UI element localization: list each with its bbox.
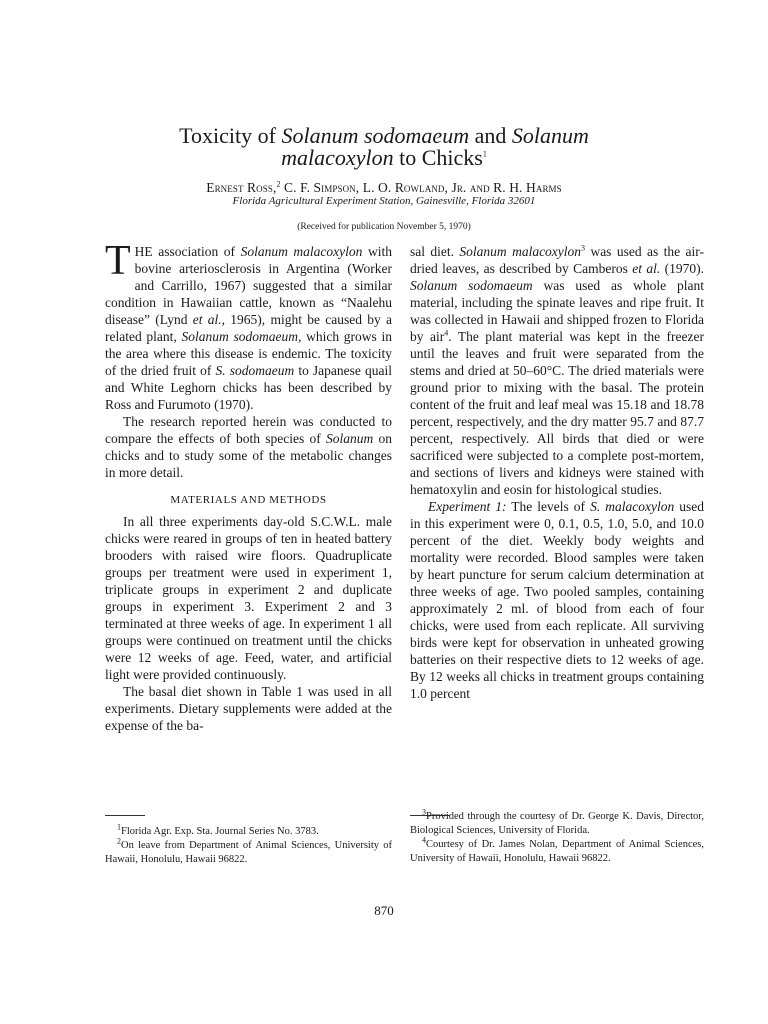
page-number: 870 <box>374 903 394 918</box>
footnote-text: Courtesy of Dr. James Nolan, Department of Animal Sciences, University of Hawaii, Honolulu, Hawaii 96822. <box>410 839 704 864</box>
text-run: used in this experiment were 0, 0.1, 0.5, 1.0, 5.0, and 10.0 percent of the diet. Weekly body weights and mortality were recorded. Blood samples were taken by heart puncture for serum calcium determination at three weeks of age. Two pooled samples, containing approximately 2 ml. of blood from each of four chicks, were used from each replicate. All surviving birds were kept for observation in unheated growing batteries on their respective diets to 12 weeks of age. By 12 weeks all chicks in treatment groups containing 1.0 percent <box>410 499 704 701</box>
title-species-1: Solanum sodomaeum <box>281 123 470 148</box>
footnote-mark: 4 <box>444 328 449 338</box>
authors-rest: C. F. Simpson, L. O. Rowland, Jr. and R. H. Harms <box>280 180 562 195</box>
title-text: Toxicity of <box>179 123 282 148</box>
intro-paragraph-1 <box>105 238 393 413</box>
footnote-text: Florida Agr. Exp. Sta. Journal Series No. 3783. <box>121 826 319 837</box>
author-1: Ernest Ross, <box>206 180 277 195</box>
species-name: S. sodomaeum <box>215 363 295 378</box>
text-run: to Japanese quail and White Leghorn chicks has been described by Ross and Furumoto (1970). <box>105 363 392 412</box>
text-run: sal diet. <box>410 244 460 259</box>
section-heading-methods: MATERIALS AND METHODS <box>170 494 327 506</box>
title-line-2 <box>0 146 768 170</box>
text-run: with bovine arteriosclerosis in Argentina (Worker and Carrillo, 1967) suggested that a similar condition in Hawaiian cattle, known as “Naalehu disease” (Lynd <box>105 244 392 327</box>
footnote-3 <box>410 807 704 838</box>
title-species-2a: Solanum <box>511 123 589 148</box>
methods-paragraph-3 <box>410 243 704 498</box>
title-text: and <box>469 123 512 148</box>
footnote-mark: 4 <box>422 835 426 845</box>
intro-paragraph-2 <box>105 413 392 481</box>
etal: et al. <box>632 261 661 276</box>
text-run: which grows in the area where this disease is endemic. The toxicity of the dried fruit of <box>105 329 393 378</box>
text-run: (1970). <box>660 261 704 276</box>
footnote-4 <box>410 835 704 866</box>
title-text: to Chicks <box>393 145 483 170</box>
species-name: S. malacoxylon <box>590 499 675 514</box>
footnote-text: On leave from Department of Animal Sciences, University of Hawaii, Honolulu, Hawaii 96822. <box>105 840 392 865</box>
text-run: on chicks and to study some of the metabolic changes in more detail. <box>105 431 393 480</box>
footnote-1 <box>105 822 392 839</box>
footnote-mark: 3 <box>581 243 586 253</box>
footnote-2 <box>105 836 392 867</box>
footnote-mark: 2 <box>117 836 121 846</box>
experiment-label: Experiment 1: <box>428 499 507 514</box>
text-run: The research reported herein was conducted to compare the effects of both species of <box>105 414 392 446</box>
experiment-1-paragraph <box>410 498 704 702</box>
footnote-mark: 1 <box>117 822 121 832</box>
methods-paragraph-1: In all three experiments day-old S.C.W.L. male chicks were reared in groups of ten in heated battery brooders with raised wire floors. Quadruplicate groups per treatment were used in experiment 1, triplicate groups in experiment 2 and duplicate groups in experiment 3. Experiment 2 and 3 terminated at three weeks of age. In experiment 1 all groups were continued on treatment until the chicks were 12 weeks of age. Feed, water, and artificial light were provided continuously. <box>105 514 392 682</box>
title-footnote-mark: 1 <box>482 149 487 159</box>
footnote-mark: 3 <box>422 807 426 817</box>
methods-paragraph-2: The basal diet shown in Table 1 was used in all experiments. Dietary supplements were added at the expense of the ba- <box>105 684 392 733</box>
received-date: (Received for publication November 5, 1970) <box>297 222 471 232</box>
footnote-rule-left <box>105 815 145 816</box>
genus-name: Solanum <box>326 431 374 446</box>
affiliation: Florida Agricultural Experiment Station, Gainesville, Florida 32601 <box>232 195 536 207</box>
species-name: Solanum sodomaeum, <box>181 329 302 344</box>
text-run: was used as the air-dried leaves, as described by Camberos <box>410 244 704 276</box>
footnotes-left <box>105 822 392 867</box>
text-run: . The plant material was kept in the freezer until the leaves and fruit were separated from the stems and dried at 50–60°C. The dried materials were ground prior to mixing with the basal. The protein content of the fruit and leaf meal was 15.18 and 18.78 percent, respectively, and the dry matter 95.7 and 87.7 percent, respectively. All birds that died or were sacrificed were subjected to a complete post-mortem, and sections of livers and kidneys were stained with hematoxylin and eosin for histological studies. <box>410 329 704 497</box>
left-column <box>105 238 393 734</box>
species-name: Solanum sodomaeum <box>410 278 533 293</box>
authors <box>0 180 768 196</box>
text-run: , 1965), might be caused by a related plant, <box>105 312 392 344</box>
species-name: Solanum malacoxylon <box>240 244 363 259</box>
right-column <box>410 243 704 702</box>
drop-cap: T <box>105 238 131 284</box>
text-run: HE association of <box>134 244 241 259</box>
footnotes-right <box>410 807 704 866</box>
etal: et al. <box>192 312 222 327</box>
text-run: was used as whole plant material, including the spinate leaves and ripe fruit. It was collected in Hawaii and shipped frozen to Florida by air <box>410 278 704 344</box>
author-footnote-mark: 2 <box>276 179 281 189</box>
footnote-text: Provided through the courtesy of Dr. George K. Davis, Director, Biological Sciences, University of Florida. <box>410 811 704 836</box>
text-run: The levels of <box>506 499 591 514</box>
title-species-2b: malacoxylon <box>281 145 394 170</box>
species-name: Solanum malacoxylon <box>459 244 582 259</box>
